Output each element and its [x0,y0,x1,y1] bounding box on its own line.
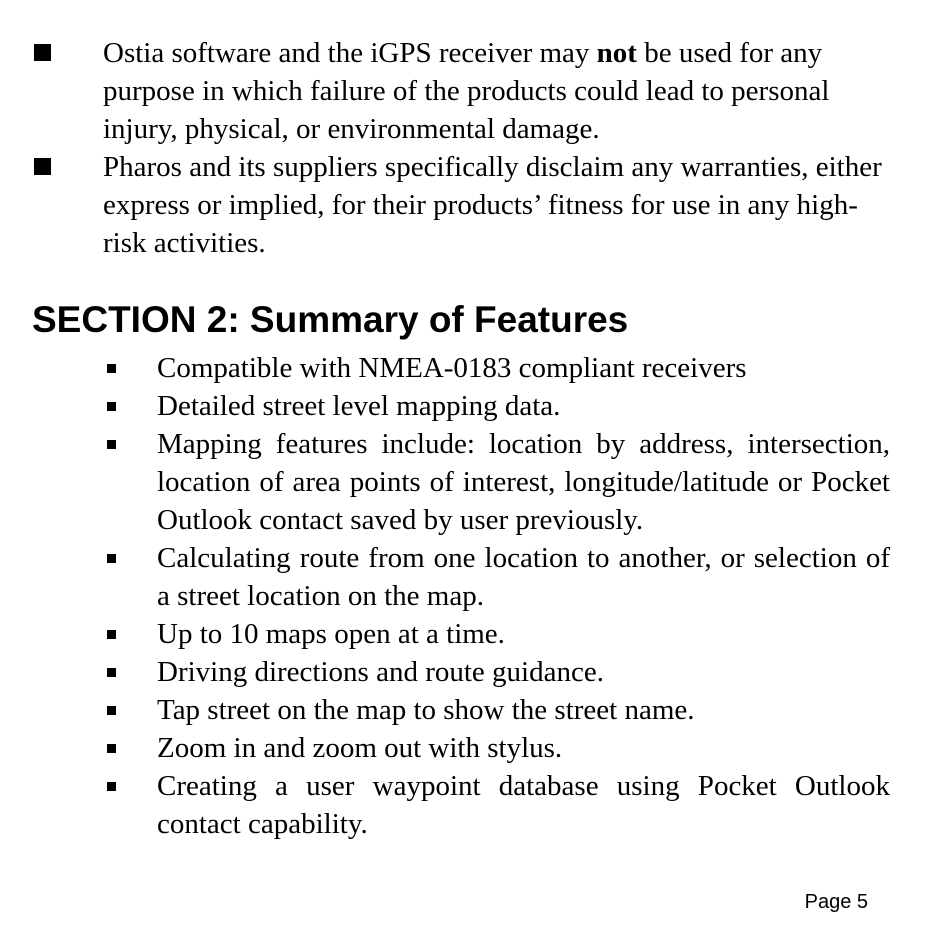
feature-text: Zoom in and zoom out with stylus. [157,732,563,764]
page-number: Page 5 [804,891,868,913]
warning-list [34,34,884,262]
square-bullet-icon [107,630,116,639]
feature-text: Compatible with NMEA-0183 compliant receivers [157,352,747,384]
warning-text-before: Ostia software and the iGPS receiver may [103,37,597,69]
feature-text: Up to 10 maps open at a time. [157,618,505,650]
feature-item [104,425,890,539]
square-bullet-icon [107,668,116,677]
feature-item [104,349,890,387]
feature-item [104,691,890,729]
feature-item [104,539,890,615]
square-bullet-icon [107,440,116,449]
square-bullet-icon [107,364,116,373]
warning-text-before: Pharos and its suppliers specifically disclaim any warranties, either express or implied, for their products’ fitness for use in any high-risk activities. [103,151,882,259]
feature-text: Detailed street level mapping data. [157,390,561,422]
warning-emphasis: not [596,37,637,69]
feature-item [104,767,890,843]
section-heading: SECTION 2: Summary of Features [32,299,629,340]
feature-text: Creating a user waypoint database using Pocket Outlook contact capability. [157,770,890,840]
square-bullet-icon [107,554,116,563]
feature-text: Mapping features include: location by address, intersection, location of area points of interest, longitude/latitude or Pocket Outlook contact saved by user previously. [157,428,890,536]
warning-text-after: be used for any purpose in which failure of the products could lead to personal injury, physical, or environmental damage. [103,37,830,145]
square-bullet-icon [34,44,51,61]
square-bullet-icon [107,706,116,715]
square-bullet-icon [34,158,51,175]
warning-item [34,148,884,262]
feature-item [104,653,890,691]
feature-text: Calculating route from one location to another, or selection of a street location on the map. [157,542,890,612]
feature-text: Driving directions and route guidance. [157,656,604,688]
warning-item [34,34,884,148]
feature-item [104,387,890,425]
square-bullet-icon [107,744,116,753]
square-bullet-icon [107,782,116,791]
feature-text: Tap street on the map to show the street name. [157,694,695,726]
feature-list [104,349,890,843]
square-bullet-icon [107,402,116,411]
feature-item [104,729,890,767]
feature-item [104,615,890,653]
